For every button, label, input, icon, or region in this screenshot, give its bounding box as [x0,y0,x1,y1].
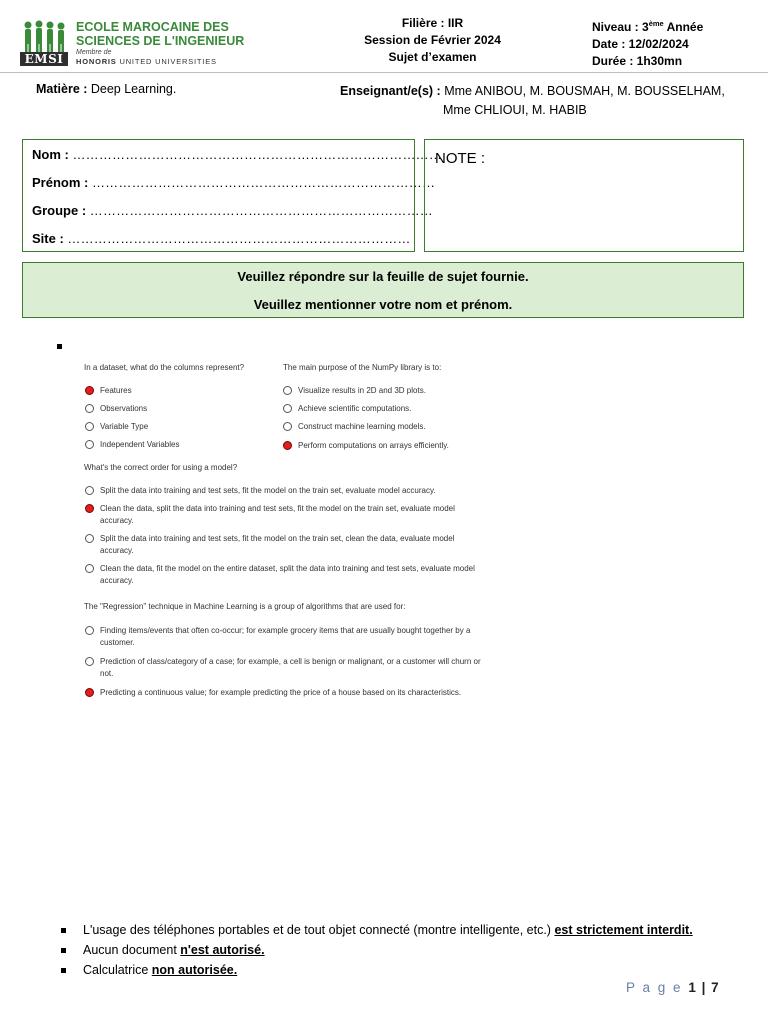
groupe-row[interactable] [32,203,433,218]
q3-option-0: Split the data into training and test sets, fit the model on the train set, evaluate model accuracy. [100,486,436,495]
q2-radio-2[interactable] [283,422,292,431]
niveau-prefix: Niveau : 3 [592,20,649,34]
q2-question: The main purpose of the NumPy library is to: [283,363,442,372]
rule-3 [83,963,237,977]
header-divider [0,72,768,73]
q2-radio-1[interactable] [283,404,292,413]
bullet-icon [57,344,62,349]
site-dots: …………………………………………………………………… [67,231,411,246]
page-word: P a g e [626,980,683,995]
niveau-sup: ème [648,19,664,28]
q2-radio-0[interactable] [283,386,292,395]
date: Date : 12/02/2024 [592,37,689,51]
logo-line-2: SCIENCES DE L'INGENIEUR [76,34,245,48]
q1-radio-2[interactable] [85,422,94,431]
logo-figures-icon [22,20,68,54]
rule-2-text: Aucun document [83,943,181,957]
filiere: Filière : IIR [401,16,464,30]
page-total: 7 [711,980,719,995]
page-separator: | [701,980,706,995]
q1-option-1: Observations [100,404,148,413]
rule-bullet-icon [61,928,66,933]
note-label: NOTE : [435,150,486,167]
rule-bullet-icon [61,968,66,973]
q2-option-2: Construct machine learning models. [298,422,426,431]
logo-line-1: ECOLE MAROCAINE DES [76,20,229,34]
page-current: 1 [688,980,696,995]
logo-line-3: Membre de [76,49,112,56]
q3-option-1: Clean the data, split the data into training and test sets, fit the model on the train set, evaluate model accuracy. [100,504,455,525]
site-row[interactable] [32,231,411,246]
q3-radio-0[interactable] [85,486,94,495]
rule-3-text: Calculatrice [83,963,152,977]
matiere-value: Deep Learning. [87,82,177,96]
instructions-banner [22,262,744,318]
niveau-suffix: Année [663,20,704,34]
q1-radio-1[interactable] [85,404,94,413]
duree: Durée : 1h30mn [592,54,683,68]
q3-option-3: Clean the data, fit the model on the entire dataset, split the data into training and test sets, evaluate model accuracy. [100,564,475,585]
q2-radio-3[interactable] [283,441,292,450]
enseignants-value-1: Mme ANIBOU, M. BOUSMAH, M. BOUSSELHAM, [440,84,725,98]
prenom-dots: …………………………………………………………………… [91,175,436,190]
q4-question: The "Regression" technique in Machine Learning is a group of algorithms that are used for: [84,602,406,611]
q4-option-1: Prediction of class/category of a case; for example, a cell is benign or malignant, or a customer will churn or not. [100,657,481,678]
q4-radio-0[interactable] [85,626,94,635]
enseignants-label: Enseignant/e(s) : [340,84,441,98]
rule-1-emphasis: est strictement interdit. [554,923,693,937]
note-box[interactable] [424,139,744,252]
q3-radio-2[interactable] [85,534,94,543]
q1-option-2: Variable Type [100,422,149,431]
q4-option-2: Predicting a continuous value; for example predicting the price of a house based on its characteristics. [100,688,462,697]
enseignants-line-1 [340,82,740,101]
banner-line-1: Veuillez répondre sur la feuille de sujet fournie. [237,269,529,284]
rule-1-text: L'usage des téléphones portables et de tout objet connecté (montre intelligente, etc.) [83,923,555,937]
logo-line-4 [76,57,217,66]
enseignants [340,82,740,120]
q4-option-0: Finding items/events that often co-occur; for example grocery items that are usually bought together by a customer. [100,626,471,647]
session: Session de Février 2024 [364,33,501,47]
q2-option-3: Perform computations on arrays efficiently. [298,441,449,450]
site-label: Site : [32,231,68,246]
rule-bullet-icon [61,948,66,953]
matiere [36,82,176,96]
enseignants-line-2: Mme CHLIOUI, M. HABIB [443,103,587,117]
groupe-label: Groupe : [32,203,90,218]
prenom-row[interactable] [32,175,435,190]
nom-dots: ………………………………………………………………………… [72,147,443,162]
q1-question: In a dataset, what do the columns represent? [84,363,245,372]
q1-option-0: Features [100,386,132,395]
header-right [592,15,762,70]
q2-option-1: Achieve scientific computations. [298,404,412,413]
banner-line-2: Veuillez mentionner votre nom et prénom. [253,297,513,312]
identity-box [22,139,443,252]
emsi-logo [20,16,245,68]
rule-3-emphasis: non autorisée. [151,963,238,977]
niveau [592,15,762,36]
rule-1 [83,923,693,937]
q2-option-0: Visualize results in 2D and 3D plots. [298,386,426,395]
matiere-label: Matière : [36,82,88,96]
q3-radio-1[interactable] [85,504,94,513]
sujet: Sujet d’examen [388,50,477,64]
q1-option-3: Independent Variables [100,440,180,449]
nom-row[interactable] [32,147,442,162]
q1-radio-0[interactable] [85,386,94,395]
q1-radio-3[interactable] [85,440,94,449]
q4-radio-2[interactable] [85,688,94,697]
q3-option-2: Split the data into training and test sets, fit the model on the train set, clean the data, evaluate model accuracy. [100,534,455,555]
prenom-label: Prénom : [32,175,92,190]
q4-radio-1[interactable] [85,657,94,666]
logo-united: UNITED UNIVERSITIES [119,57,217,66]
groupe-dots: …………………………………………………………………… [89,203,433,218]
page-number [626,980,719,995]
rule-2 [83,943,265,957]
header-center [330,15,535,66]
q3-radio-3[interactable] [85,564,94,573]
nom-label: Nom : [32,147,73,162]
q3-question: What's the correct order for using a model? [84,463,238,472]
rule-2-emphasis: n'est autorisé. [180,943,265,957]
logo-badge: EMSI [20,52,68,66]
logo-honoris: HONORIS [76,57,117,66]
